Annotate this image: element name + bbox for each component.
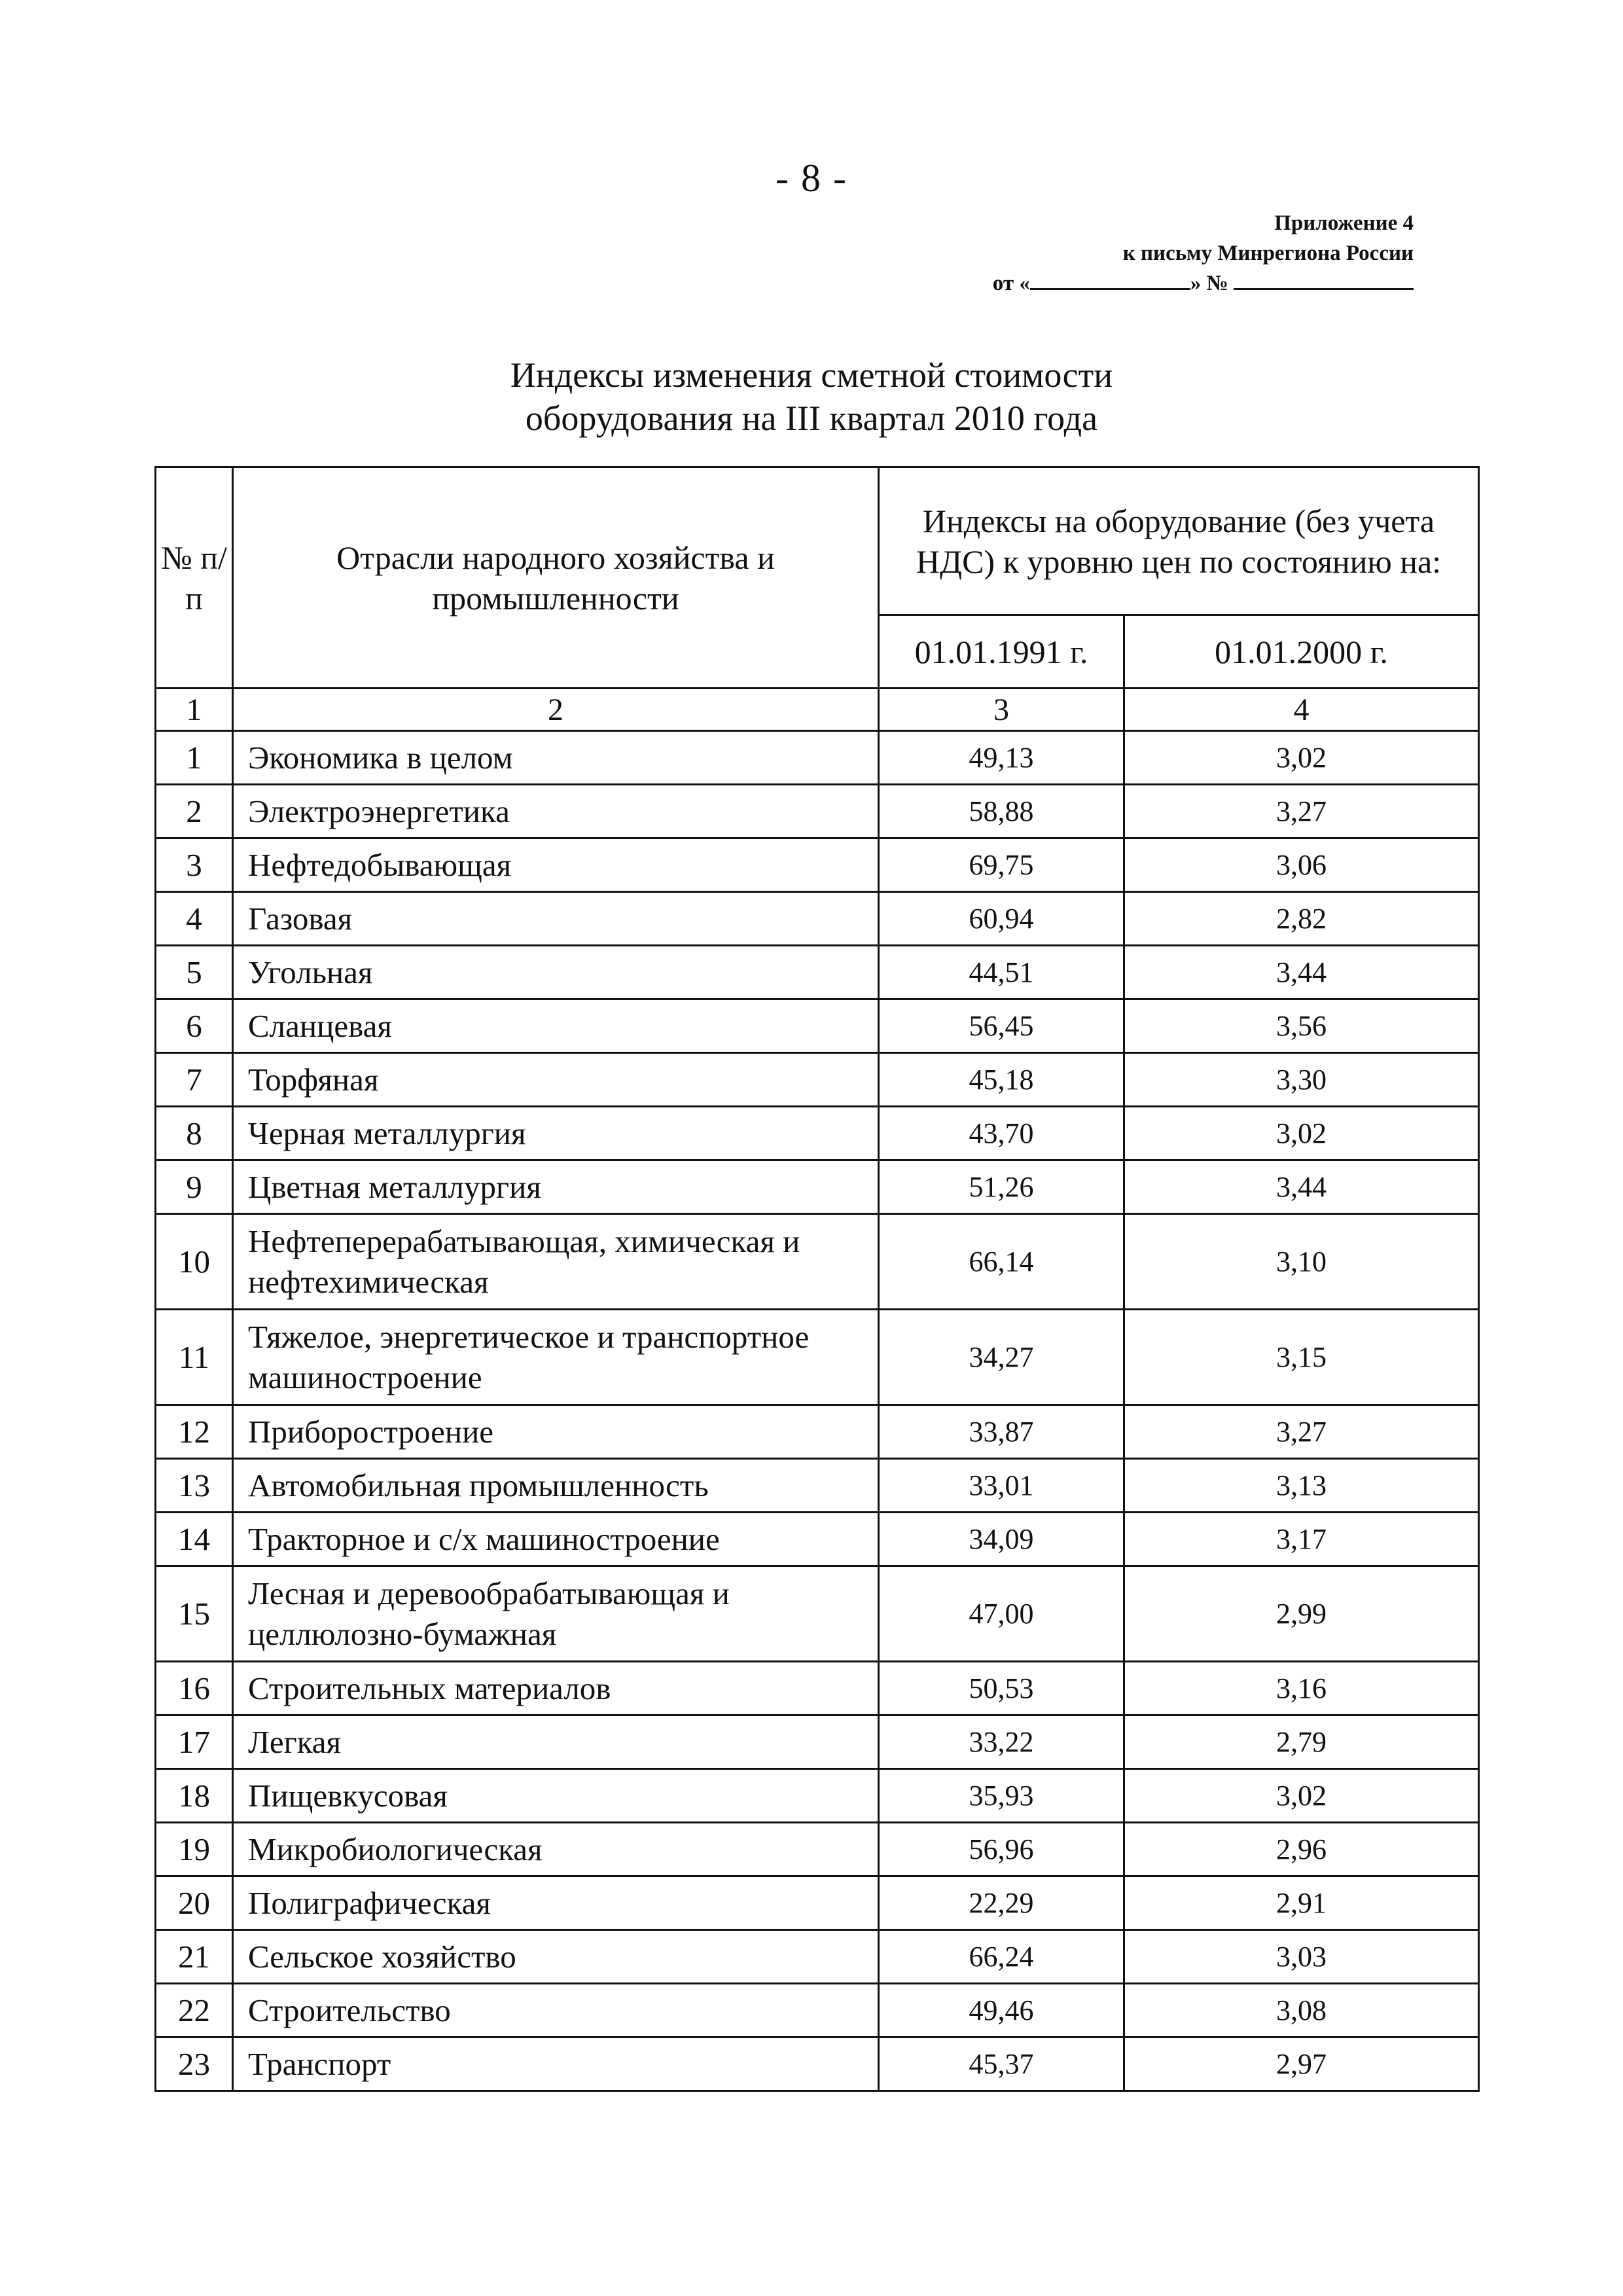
row-industry: Сланцевая — [233, 999, 879, 1053]
title-line-1: Индексы изменения сметной стоимости — [510, 355, 1113, 395]
indices-table — [154, 466, 1480, 2092]
table-row — [156, 1310, 1479, 1405]
row-industry: Строительных материалов — [233, 1662, 879, 1715]
appendix-line-3 — [942, 268, 1414, 298]
row-industry: Строительство — [233, 1984, 879, 2037]
number-blank — [1234, 268, 1414, 290]
row-index-2000: 3,44 — [1124, 946, 1479, 999]
row-index-2000: 2,97 — [1124, 2037, 1479, 2091]
row-index-1991: 66,24 — [879, 1930, 1124, 1984]
row-number: 22 — [156, 1984, 233, 2037]
row-index-1991: 60,94 — [879, 892, 1124, 946]
row-industry: Приборостроение — [233, 1405, 879, 1459]
row-number: 18 — [156, 1769, 233, 1823]
row-index-1991: 34,09 — [879, 1513, 1124, 1566]
table-row — [156, 946, 1479, 999]
table-row — [156, 1405, 1479, 1459]
row-index-1991: 33,87 — [879, 1405, 1124, 1459]
row-index-1991: 56,45 — [879, 999, 1124, 1053]
row-index-2000: 2,99 — [1124, 1566, 1479, 1662]
row-industry: Тяжелое, энергетическое и транспортное машиностроение — [233, 1310, 879, 1405]
row-index-2000: 3,02 — [1124, 731, 1479, 785]
header-indices: Индексы на оборудование (без учета НДС) к уровню цен по состоянию на: — [879, 467, 1479, 615]
row-industry: Черная металлургия — [233, 1107, 879, 1160]
title-line-2: оборудования на III квартал 2010 года — [525, 399, 1098, 438]
table-row — [156, 1823, 1479, 1876]
table-row — [156, 1513, 1479, 1566]
row-index-2000: 3,56 — [1124, 999, 1479, 1053]
table-row — [156, 1715, 1479, 1769]
table-row — [156, 1876, 1479, 1930]
row-industry: Угольная — [233, 946, 879, 999]
table-row — [156, 1107, 1479, 1160]
row-index-2000: 3,03 — [1124, 1930, 1479, 1984]
row-index-1991: 35,93 — [879, 1769, 1124, 1823]
row-index-2000: 2,91 — [1124, 1876, 1479, 1930]
table-row — [156, 1984, 1479, 2037]
row-index-2000: 3,06 — [1124, 838, 1479, 892]
row-index-1991: 44,51 — [879, 946, 1124, 999]
row-index-1991: 33,22 — [879, 1715, 1124, 1769]
page-number: - 8 - — [776, 156, 847, 200]
column-number: 1 — [156, 689, 233, 731]
column-number: 3 — [879, 689, 1124, 731]
row-index-2000: 3,27 — [1124, 785, 1479, 838]
row-number: 23 — [156, 2037, 233, 2091]
row-index-1991: 49,46 — [879, 1984, 1124, 2037]
row-industry: Торфяная — [233, 1053, 879, 1107]
row-number: 3 — [156, 838, 233, 892]
row-index-2000: 3,30 — [1124, 1053, 1479, 1107]
row-industry: Экономика в целом — [233, 731, 879, 785]
row-index-2000: 2,96 — [1124, 1823, 1479, 1876]
row-number: 9 — [156, 1160, 233, 1214]
table-row — [156, 731, 1479, 785]
row-index-1991: 33,01 — [879, 1459, 1124, 1513]
row-industry: Автомобильная промышленность — [233, 1459, 879, 1513]
row-number: 8 — [156, 1107, 233, 1160]
row-index-1991: 22,29 — [879, 1876, 1124, 1930]
row-industry: Сельское хозяйство — [233, 1930, 879, 1984]
row-number: 11 — [156, 1310, 233, 1405]
row-index-1991: 47,00 — [879, 1566, 1124, 1662]
row-index-2000: 3,02 — [1124, 1769, 1479, 1823]
row-number: 4 — [156, 892, 233, 946]
header-industry: Отрасли народного хозяйства и промышленности — [233, 467, 879, 689]
header-num: № п/п — [156, 467, 233, 689]
row-index-1991: 45,37 — [879, 2037, 1124, 2091]
row-number: 13 — [156, 1459, 233, 1513]
row-number: 20 — [156, 1876, 233, 1930]
row-number: 15 — [156, 1566, 233, 1662]
row-number: 10 — [156, 1214, 233, 1310]
table-row — [156, 1566, 1479, 1662]
appendix-number-label: » № — [1190, 272, 1228, 295]
row-index-1991: 51,26 — [879, 1160, 1124, 1214]
row-index-1991: 43,70 — [879, 1107, 1124, 1160]
appendix-line-2: к письму Минрегиона России — [1122, 242, 1414, 265]
row-index-2000: 3,15 — [1124, 1310, 1479, 1405]
row-number: 21 — [156, 1930, 233, 1984]
row-index-2000: 3,08 — [1124, 1984, 1479, 2037]
row-index-2000: 3,02 — [1124, 1107, 1479, 1160]
row-industry: Тракторное и с/х машиностроение — [233, 1513, 879, 1566]
row-index-1991: 69,75 — [879, 838, 1124, 892]
date-blank — [1030, 268, 1190, 290]
table-row — [156, 2037, 1479, 2091]
row-industry: Нефтеперерабатывающая, химическая и нефтехимическая — [233, 1214, 879, 1310]
table-row — [156, 1930, 1479, 1984]
row-industry: Газовая — [233, 892, 879, 946]
column-number-row — [156, 689, 1479, 731]
table-row — [156, 1459, 1479, 1513]
row-index-2000: 3,44 — [1124, 1160, 1479, 1214]
table-row — [156, 1160, 1479, 1214]
row-industry: Полиграфическая — [233, 1876, 879, 1930]
row-number: 14 — [156, 1513, 233, 1566]
row-industry: Цветная металлургия — [233, 1160, 879, 1214]
row-number: 19 — [156, 1823, 233, 1876]
appendix-from-label: от « — [992, 272, 1030, 295]
row-industry: Транспорт — [233, 2037, 879, 2091]
header-date-1991: 01.01.1991 г. — [879, 615, 1124, 689]
row-index-1991: 58,88 — [879, 785, 1124, 838]
row-index-2000: 3,13 — [1124, 1459, 1479, 1513]
row-index-2000: 3,27 — [1124, 1405, 1479, 1459]
table-row — [156, 1769, 1479, 1823]
row-index-2000: 2,79 — [1124, 1715, 1479, 1769]
column-number: 4 — [1124, 689, 1479, 731]
row-industry: Микробиологическая — [233, 1823, 879, 1876]
row-index-2000: 2,82 — [1124, 892, 1479, 946]
row-number: 7 — [156, 1053, 233, 1107]
appendix-line-1: Приложение 4 — [1274, 211, 1414, 235]
appendix-note — [942, 208, 1414, 298]
row-number: 6 — [156, 999, 233, 1053]
table-row — [156, 892, 1479, 946]
header-date-2000: 01.01.2000 г. — [1124, 615, 1479, 689]
row-index-1991: 45,18 — [879, 1053, 1124, 1107]
row-industry: Пищевкусовая — [233, 1769, 879, 1823]
document-title — [0, 353, 1623, 440]
row-industry: Лесная и деревообрабатывающая и целлюлозно-бумажная — [233, 1566, 879, 1662]
table-row — [156, 785, 1479, 838]
row-number: 17 — [156, 1715, 233, 1769]
row-number: 12 — [156, 1405, 233, 1459]
row-index-2000: 3,10 — [1124, 1214, 1479, 1310]
row-index-1991: 66,14 — [879, 1214, 1124, 1310]
row-index-2000: 3,17 — [1124, 1513, 1479, 1566]
row-index-1991: 50,53 — [879, 1662, 1124, 1715]
table-row — [156, 999, 1479, 1053]
table-row — [156, 1214, 1479, 1310]
row-number: 2 — [156, 785, 233, 838]
table-row — [156, 1662, 1479, 1715]
row-index-2000: 3,16 — [1124, 1662, 1479, 1715]
row-number: 1 — [156, 731, 233, 785]
row-number: 5 — [156, 946, 233, 999]
column-number: 2 — [233, 689, 879, 731]
row-industry: Электроэнергетика — [233, 785, 879, 838]
table-row — [156, 838, 1479, 892]
row-industry: Легкая — [233, 1715, 879, 1769]
table-row — [156, 1053, 1479, 1107]
row-index-1991: 34,27 — [879, 1310, 1124, 1405]
row-index-1991: 56,96 — [879, 1823, 1124, 1876]
row-index-1991: 49,13 — [879, 731, 1124, 785]
row-industry: Нефтедобывающая — [233, 838, 879, 892]
row-number: 16 — [156, 1662, 233, 1715]
